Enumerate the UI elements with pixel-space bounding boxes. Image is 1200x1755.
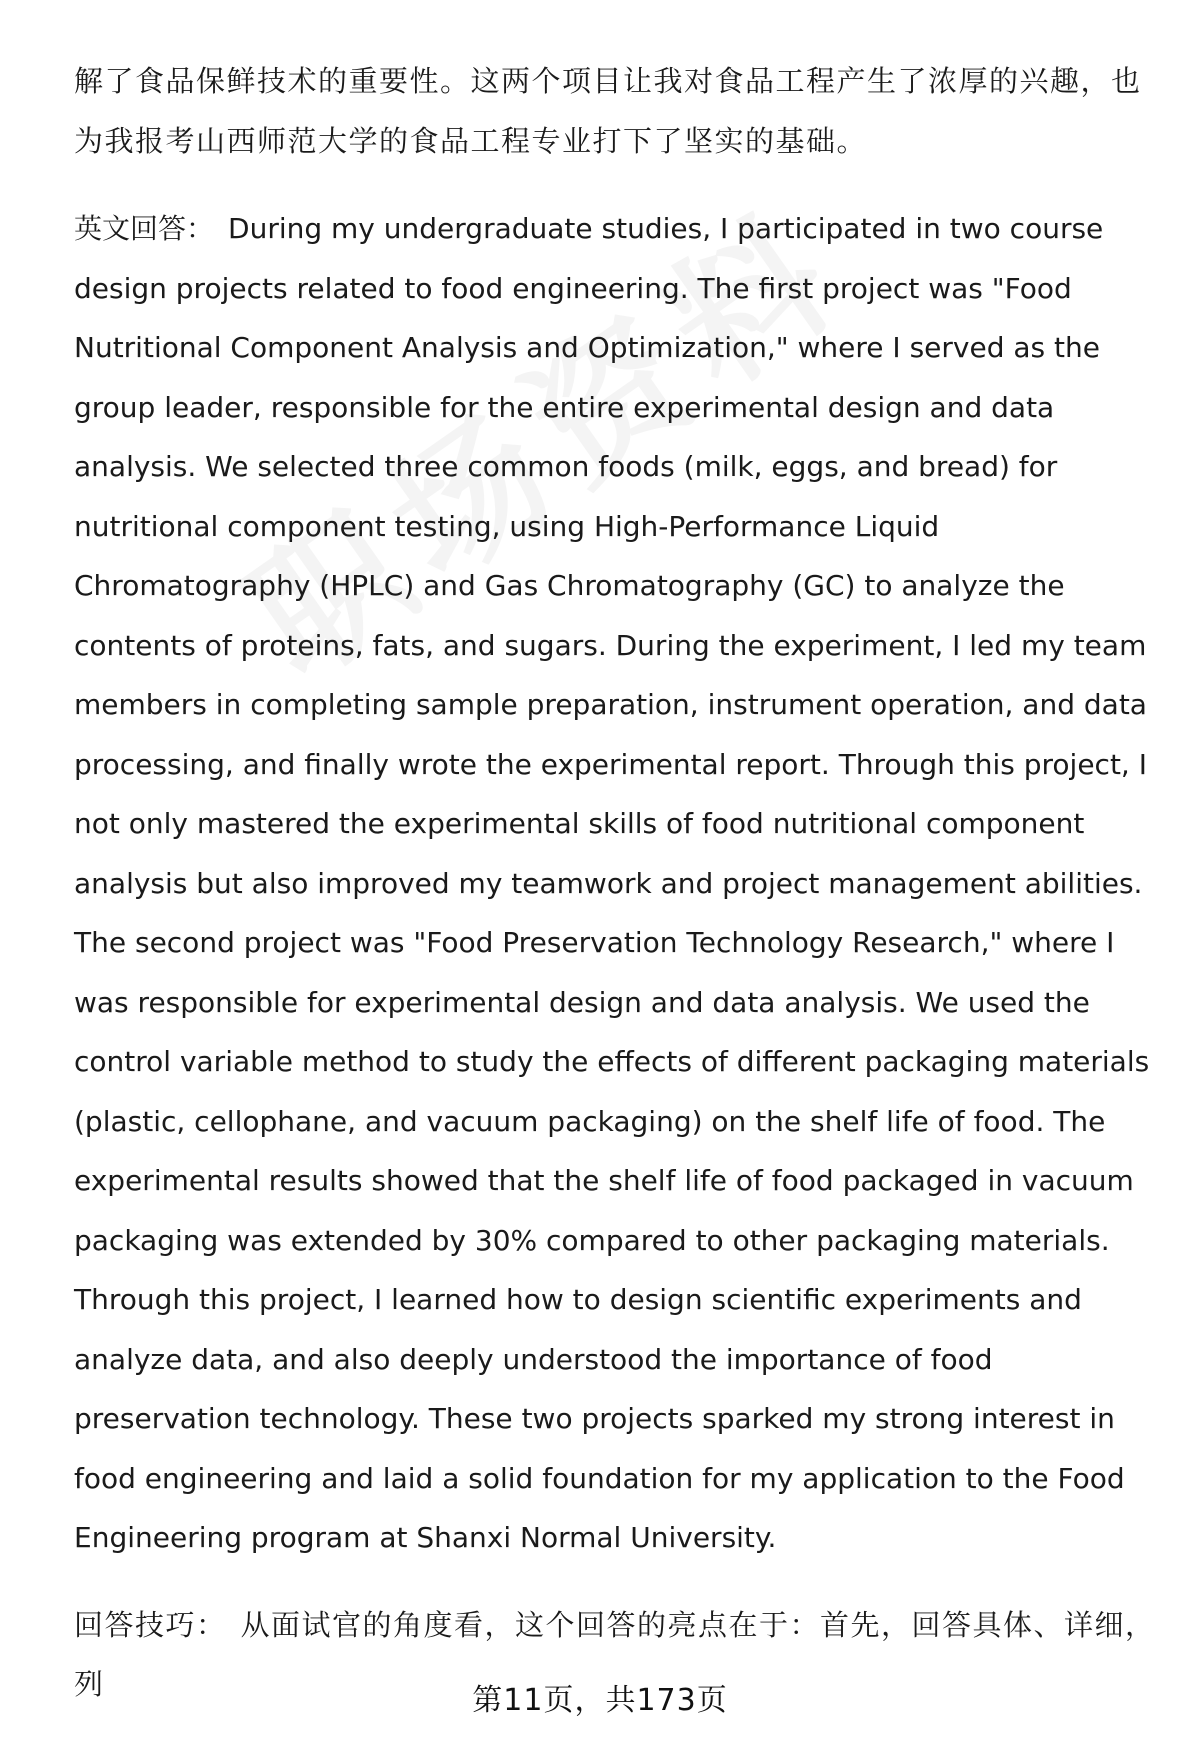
english-answer-text: During my undergraduate studies, I participated in two course design projects related to food engineering. The first project was "Food Nutritional Component Analysis and Optimization," where I served as the group leader, responsible for the entire experimental design and data analysis. We selected three common foods (milk, eggs, and bread) for nutritional component testing, using High-Performance Liquid Chromatography (HPLC) and Gas Chromatography (GC) to analyze the contents of proteins, fats, and sugars. During the experiment, I led my team members in completing sample preparation, instrument operation, and data processing, and finally wrote the experimental report. Through this project, I not only mastered the experimental skills of food nutritional component analysis but also improved my teamwork and project management abilities. The second project was "Food Preservation Technology Research," where I was responsible for experimental design and data analysis. We used the control variable method to study the effects of different packaging materials (plastic, cellophane, and vacuum packaging) on the shelf life of food. The experimental results showed that the shelf life of food packaged in vacuum packaging was extended by 30% compared to other packaging materials. Through this project, I learned how to design scientific experiments and analyze data, and also deeply understood the importance of food preservation technology. These two projects sparked my strong interest in food engineering and laid a solid foundation for my application to the Food Engineering program at Shanxi Normal University. (74, 212, 1150, 1554)
english-answer-label: 英文回答： (74, 212, 215, 245)
answer-tips-label: 回答技巧： (74, 1607, 227, 1642)
page-number: 第11页，共173页 (472, 1683, 728, 1718)
document-body (74, 52, 1164, 1715)
intro-text: 解了食品保鲜技术的重要性。这两个项目让我对食品工程产生了浓厚的兴趣，也为我报考山西师范大学的食品工程专业打下了坚实的基础。 (74, 64, 1142, 158)
english-answer-paragraph (74, 199, 1164, 1568)
intro-paragraph (74, 52, 1164, 171)
answer-tips-text: 从面试官的角度看，这个回答的亮点在于：首先，回答具体、详细，列 (74, 1607, 1156, 1701)
